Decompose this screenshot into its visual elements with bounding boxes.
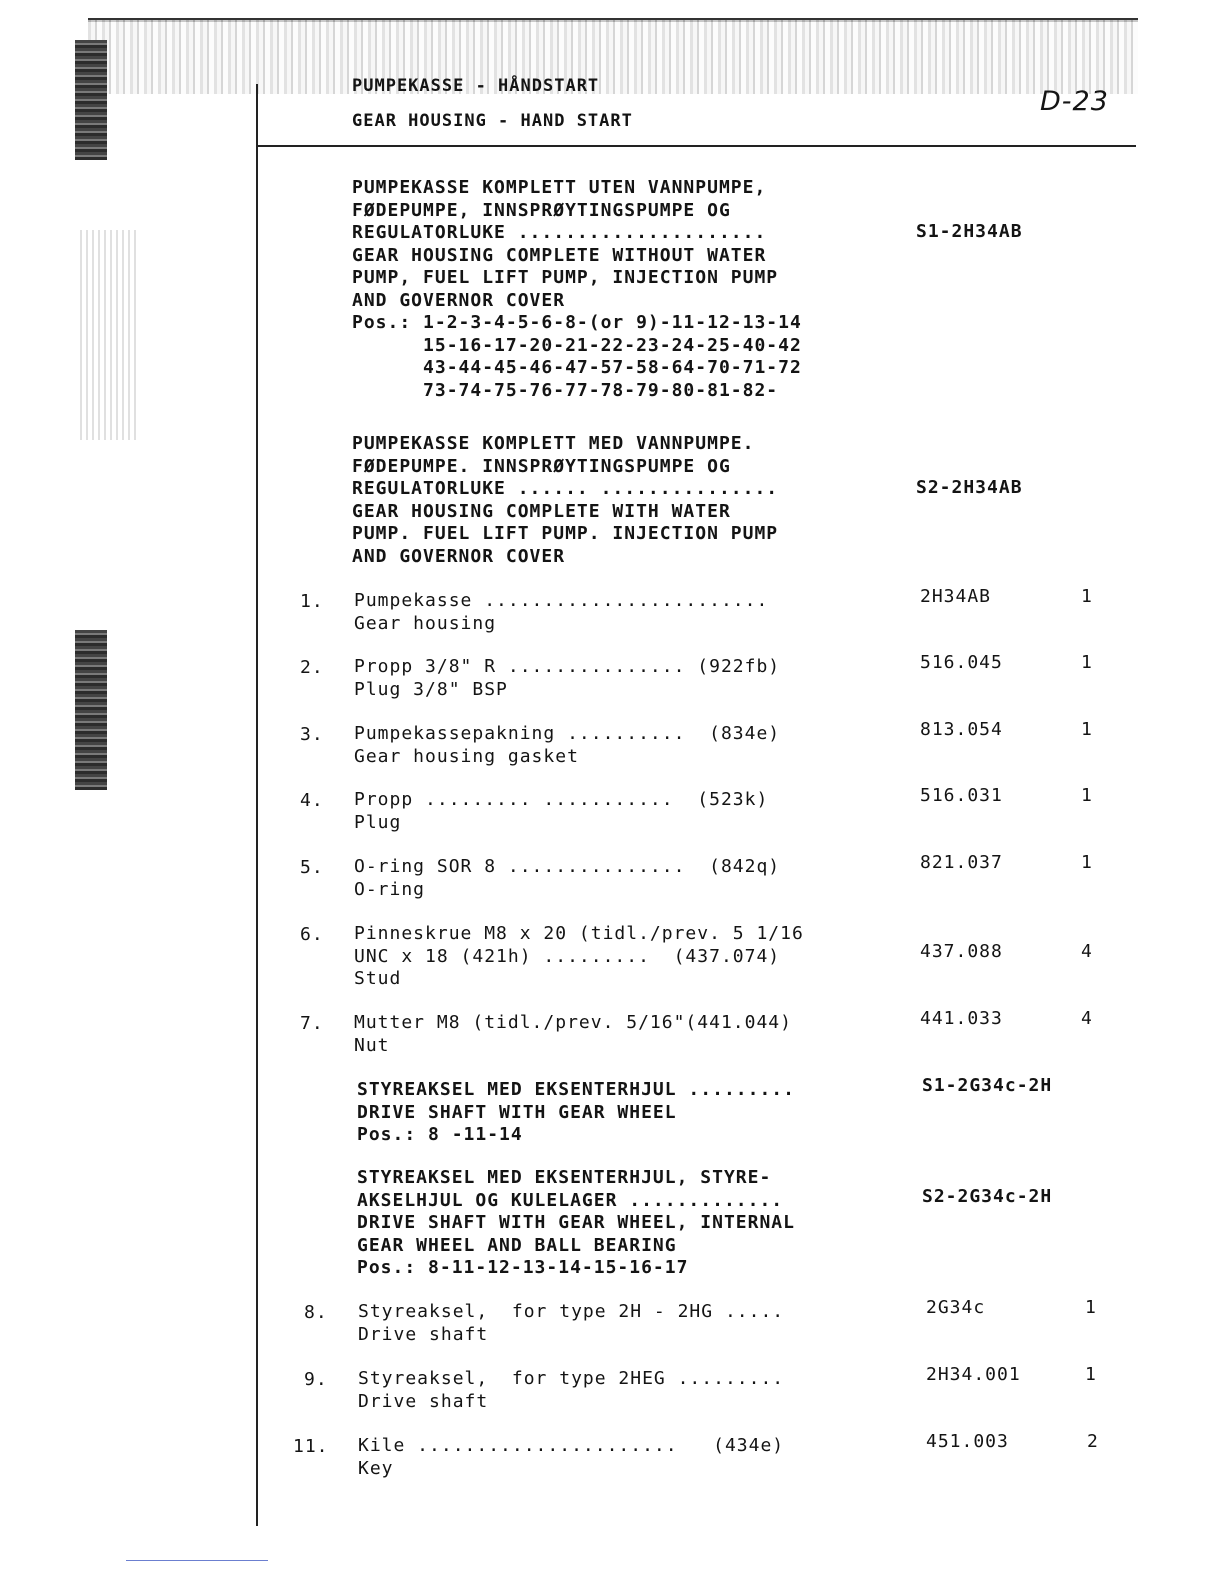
item-description: Pumpekasse ........................ Gear housing xyxy=(354,590,769,634)
title-english: GEAR HOUSING - HAND START xyxy=(352,111,633,131)
item-quantity: 1 xyxy=(1081,852,1093,873)
item-description: Mutter M8 (tidl./prev. 5/16"(441.044) Nut xyxy=(354,1012,792,1056)
title-norwegian: PUMPEKASSE - HÅNDSTART xyxy=(352,76,600,96)
assembly-part-number: S2-2G34c-2H xyxy=(922,1186,1053,1207)
item-part-number: 437.088 xyxy=(920,941,1003,962)
assembly-part-number: S1-2H34AB xyxy=(916,221,1023,242)
item-quantity: 1 xyxy=(1081,652,1093,673)
assembly-description: STYREAKSEL MED EKSENTERHJUL ......... DRIVE SHAFT WITH GEAR WHEEL Pos.: 8 -11-14 xyxy=(357,1079,795,1145)
scan-noise-left xyxy=(75,630,107,790)
assembly-description: PUMPEKASSE KOMPLETT UTEN VANNPUMPE, FØDEPUMPE, INNSPRØYTINGSPUMPE OG REGULATORLUKE ..................... GEAR HOUSING COMPLETE WITHOUT WATER PUMP, FUEL LIFT PUMP, INJECTION PUMP AND GOVERNOR COVER Pos.: 1-2-3-4-5-6-8-(or 9)-11-12-13-14 15-16-17-20-21-22-23-24-25-40-42 43-44-45-46-47-57-58-64-70-71-72 73-74-75-76-77-78-79-80-81-82- xyxy=(352,177,802,401)
item-part-number: 2G34c xyxy=(926,1297,986,1318)
item-part-number: 516.031 xyxy=(920,785,1003,806)
page-number: D-23 xyxy=(1040,86,1109,117)
item-quantity: 1 xyxy=(1081,719,1093,740)
item-position: 3. xyxy=(300,724,324,745)
scan-noise-left xyxy=(75,40,107,160)
item-part-number: 813.054 xyxy=(920,719,1003,740)
item-position: 4. xyxy=(300,790,324,811)
item-part-number: 516.045 xyxy=(920,652,1003,673)
item-quantity: 4 xyxy=(1081,941,1093,962)
item-position: 2. xyxy=(300,657,324,678)
item-position: 1. xyxy=(300,591,324,612)
item-part-number: 821.037 xyxy=(920,852,1003,873)
assembly-part-number: S1-2G34c-2H xyxy=(922,1075,1053,1096)
item-description: Propp 3/8" R ............... (922fb) Plug 3/8" BSP xyxy=(354,656,781,700)
item-position: 9. xyxy=(304,1369,328,1390)
item-quantity: 1 xyxy=(1085,1364,1097,1385)
item-quantity: 1 xyxy=(1085,1297,1097,1318)
left-vertical-rule xyxy=(256,84,258,1526)
scan-noise-top xyxy=(88,20,1138,94)
item-description: Pumpekassepakning .......... (834e) Gear housing gasket xyxy=(354,723,781,767)
item-part-number: 451.003 xyxy=(926,1431,1009,1452)
item-position: 11. xyxy=(293,1436,329,1457)
assembly-part-number: S2-2H34AB xyxy=(916,477,1023,498)
item-part-number: 2H34AB xyxy=(920,586,992,607)
item-quantity: 2 xyxy=(1087,1431,1099,1452)
item-description: Pinneskrue M8 x 20 (tidl./prev. 5 1/16 UNC x 18 (421h) ......... (437.074) Stud xyxy=(354,923,804,989)
item-description: Styreaksel, for type 2HEG ......... Drive shaft xyxy=(358,1368,785,1412)
item-quantity: 4 xyxy=(1081,1008,1093,1029)
item-position: 5. xyxy=(300,857,324,878)
item-description: Kile ...................... (434e) Key xyxy=(358,1435,785,1479)
item-position: 7. xyxy=(300,1013,324,1034)
footer-rule xyxy=(126,1560,268,1561)
item-description: Propp ......... ........... (523k) Plug xyxy=(354,789,769,833)
item-position: 8. xyxy=(304,1302,328,1323)
item-description: Styreaksel, for type 2H - 2HG ..... Drive shaft xyxy=(358,1301,785,1345)
item-position: 6. xyxy=(300,924,324,945)
scan-noise-speck xyxy=(80,230,140,440)
header-rule xyxy=(256,145,1136,147)
item-part-number: 441.033 xyxy=(920,1008,1003,1029)
item-part-number: 2H34.001 xyxy=(926,1364,1021,1385)
item-quantity: 1 xyxy=(1081,586,1093,607)
assembly-description: PUMPEKASSE KOMPLETT MED VANNPUMPE. FØDEPUMPE. INNSPRØYTINGSPUMPE OG REGULATORLUKE ...... ............... GEAR HOUSING COMPLETE WITH WATER PUMP. FUEL LIFT PUMP. INJECTION PUMP AND GOVERNOR COVER xyxy=(352,433,779,567)
assembly-description: STYREAKSEL MED EKSENTERHJUL, STYRE- AKSELHJUL OG KULELAGER ............. DRIVE SHAFT WITH GEAR WHEEL, INTERNAL GEAR WHEEL AND BALL BEARING Pos.: 8-11-12-13-14-15-16-17 xyxy=(357,1167,795,1278)
item-quantity: 1 xyxy=(1081,785,1093,806)
item-description: O-ring SOR 8 ............... (842q) O-ring xyxy=(354,856,781,900)
